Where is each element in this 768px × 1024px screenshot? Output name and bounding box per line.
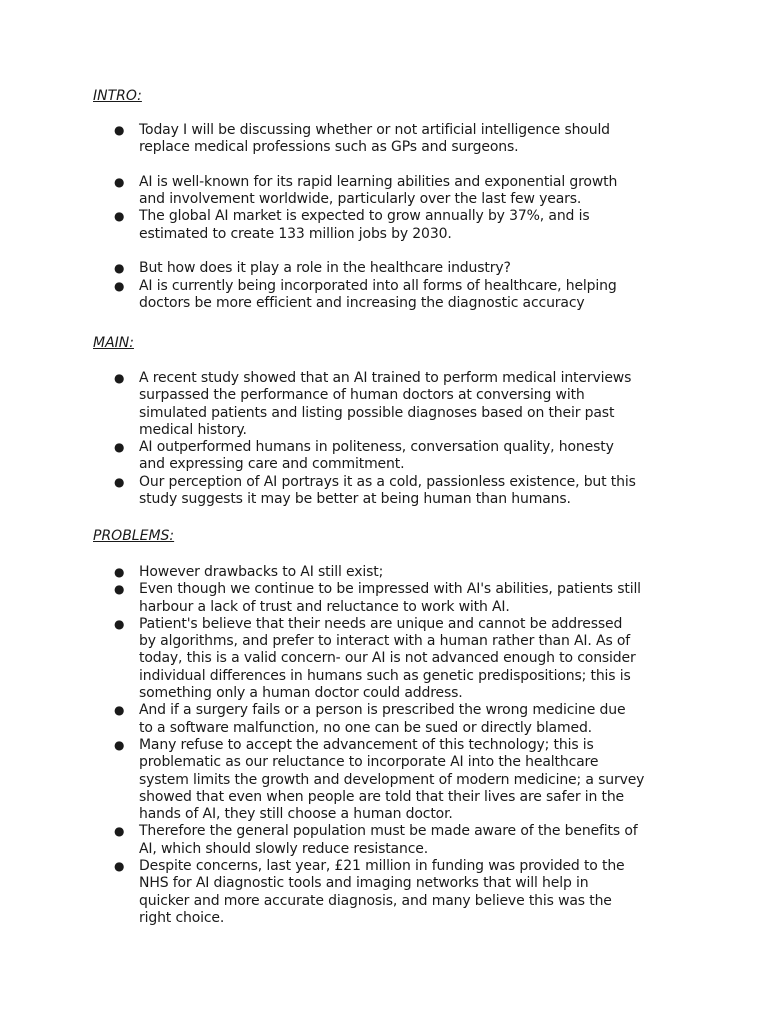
list-item-text: Patient's believe that their needs are unique and cannot be addressed by algorithms, and prefer to interact with a human rather than AI. As of today, this is a valid concern- our AI is not advanced enough to consider individual differences in humans such as genetic predispositions; this is something only a human doctor could address.: [139, 615, 636, 702]
list-item-text: Despite concerns, last year, £21 million in funding was provided to the NHS for AI diagnostic tools and imaging networks that will help in quicker and more accurate diagnosis, and many believe this was the right choice.: [139, 858, 625, 926]
bullet-icon: ●: [114, 123, 125, 137]
bullet-icon: ●: [114, 261, 125, 276]
list-item-text: Even though we continue to be impressed with AI's abilities, patients still harbour a lack of trust and reluctance to work with AI.: [139, 581, 641, 615]
bullet-icon: ●: [114, 371, 125, 385]
spacer: [93, 157, 693, 174]
section-heading-problems: PROBLEMS:: [93, 528, 175, 544]
list-item: [93, 737, 693, 823]
bullet-icon: ●: [114, 565, 125, 579]
bullet-icon: ●: [114, 824, 125, 839]
section-heading-intro: INTRO:: [93, 88, 142, 104]
main-list: [93, 370, 693, 508]
bullet-icon: ●: [114, 440, 125, 455]
list-item: [93, 823, 693, 858]
section-heading-main: MAIN:: [93, 335, 134, 351]
list-item: [93, 370, 693, 439]
list-item: [93, 581, 693, 616]
list-item: [93, 208, 693, 243]
problems-list: [93, 564, 693, 927]
list-item: [93, 858, 693, 927]
list-item: [93, 278, 693, 313]
bullet-icon: ●: [114, 278, 125, 293]
list-item-text: Many refuse to accept the advancement of this technology; this is problematic as our reluctance to incorporate AI into the healthcare system limits the growth and development of modern medicine; a survey showed that even when people are told that their lives are safer in the hands of AI, they still choose a human doctor.: [139, 736, 645, 823]
list-item-text: And if a surgery fails or a person is prescribed the wrong medicine due to a software malfunction, no one can be sued or directly blamed.: [139, 702, 626, 736]
list-item-text: But how does it play a role in the healthcare industry?: [139, 260, 511, 277]
list-item: [93, 616, 693, 702]
spacer: [93, 243, 693, 260]
bullet-icon: ●: [114, 703, 125, 718]
list-item-text: AI is well-known for its rapid learning abilities and exponential growth and involvement worldwide, particularly over the last few years.: [139, 173, 618, 208]
list-item-text: However drawbacks to AI still exist;: [139, 564, 384, 580]
list-item: [93, 439, 693, 474]
list-item: [93, 174, 693, 209]
list-item-text: Today I will be discussing whether or not artificial intelligence should replace medical professions such as GPs and surgeons.: [139, 122, 610, 156]
list-item-text: AI is currently being incorporated into all forms of healthcare, helping doctors be more efficient and increasing the diagnostic accuracy: [139, 277, 617, 311]
list-item: [93, 122, 693, 157]
bullet-icon: ●: [114, 859, 125, 874]
bullet-icon: ●: [114, 174, 125, 189]
bullet-icon: ●: [114, 582, 125, 597]
list-item: [93, 474, 693, 509]
bullet-icon: ●: [114, 737, 125, 752]
list-item: [93, 260, 693, 277]
list-item-text: AI outperformed humans in politeness, conversation quality, honesty and expressing care and commitment.: [139, 439, 614, 473]
intro-list: [93, 122, 693, 312]
bullet-icon: ●: [114, 474, 125, 489]
list-item: [93, 702, 693, 737]
list-item-text: The global AI market is expected to grow annually by 37%, and is estimated to create 133 million jobs by 2030.: [139, 208, 590, 242]
list-item-text: Our perception of AI portrays it as a cold, passionless existence, but this study suggests it may be better at being human than humans.: [139, 473, 636, 508]
list-item-text: A recent study showed that an AI trained to perform medical interviews surpassed the performance of human doctors at conversing with simulated patients and listing possible diagnoses based on their past medical history.: [139, 370, 632, 438]
list-item: [93, 564, 693, 581]
list-item-text: Therefore the general population must be made aware of the benefits of AI, which should slowly reduce resistance.: [139, 823, 638, 857]
bullet-icon: ●: [114, 209, 125, 224]
bullet-icon: ●: [114, 616, 125, 631]
